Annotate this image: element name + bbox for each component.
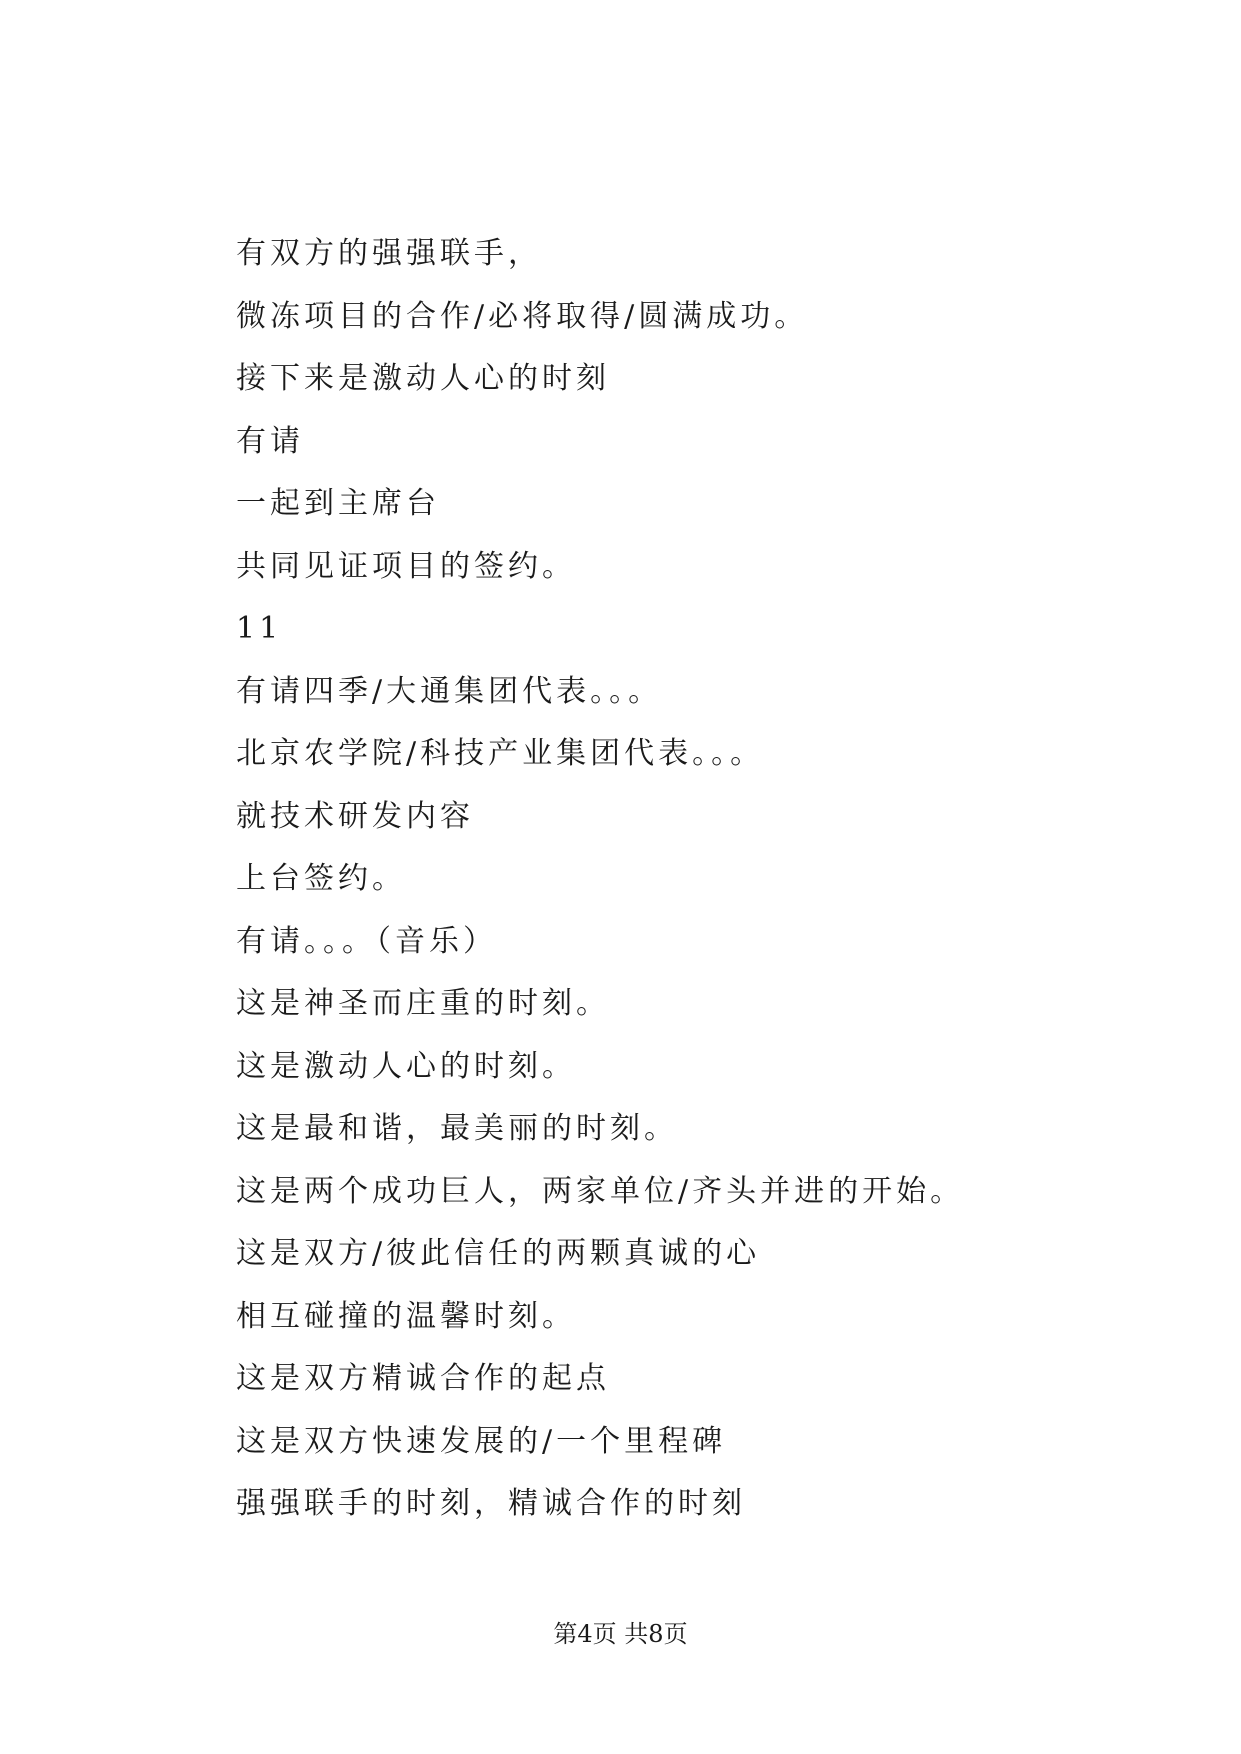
text-line: 上台签约。 bbox=[236, 861, 406, 896]
page-number-label: 第4页 共8页 bbox=[553, 1620, 688, 1648]
text-line: 就技术研发内容 bbox=[236, 798, 474, 834]
text-line: 这是双方快速发展的/一个里程碑 bbox=[236, 1423, 727, 1459]
text-line: 这是两个成功巨人，两家单位/齐头并进的开始。 bbox=[236, 1173, 965, 1209]
text-line: 有请 bbox=[236, 423, 304, 459]
text-line: 这是激动人心的时刻。 bbox=[236, 1048, 576, 1084]
text-line: 有请四季/大通集团代表。。。 bbox=[236, 673, 663, 709]
text-line: 这是双方/彼此信任的两颗真诚的心 bbox=[236, 1236, 761, 1271]
text-line: 共同见证项目的签约。 bbox=[236, 548, 576, 584]
text-line: 接下来是激动人心的时刻 bbox=[236, 361, 610, 396]
text-line: 这是最和谐，最美丽的时刻。 bbox=[236, 1111, 678, 1146]
text-line: 这是神圣而庄重的时刻。 bbox=[236, 986, 610, 1021]
body-text bbox=[236, 234, 1136, 1547]
text-line: 11 bbox=[236, 611, 283, 646]
text-line: 一起到主席台 bbox=[236, 486, 440, 521]
page-footer bbox=[0, 1618, 1241, 1650]
text-line: 有请。。。（音乐） bbox=[236, 923, 497, 959]
text-line: 有双方的强强联手， bbox=[236, 236, 542, 271]
text-line: 北京农学院/科技产业集团代表。。。 bbox=[236, 736, 765, 771]
text-line: 微冻项目的合作/必将取得/圆满成功。 bbox=[236, 298, 809, 334]
text-line: 强强联手的时刻，精诚合作的时刻 bbox=[236, 1486, 746, 1521]
text-line: 相互碰撞的温馨时刻。 bbox=[236, 1298, 576, 1334]
text-line: 这是双方精诚合作的起点 bbox=[236, 1361, 610, 1396]
